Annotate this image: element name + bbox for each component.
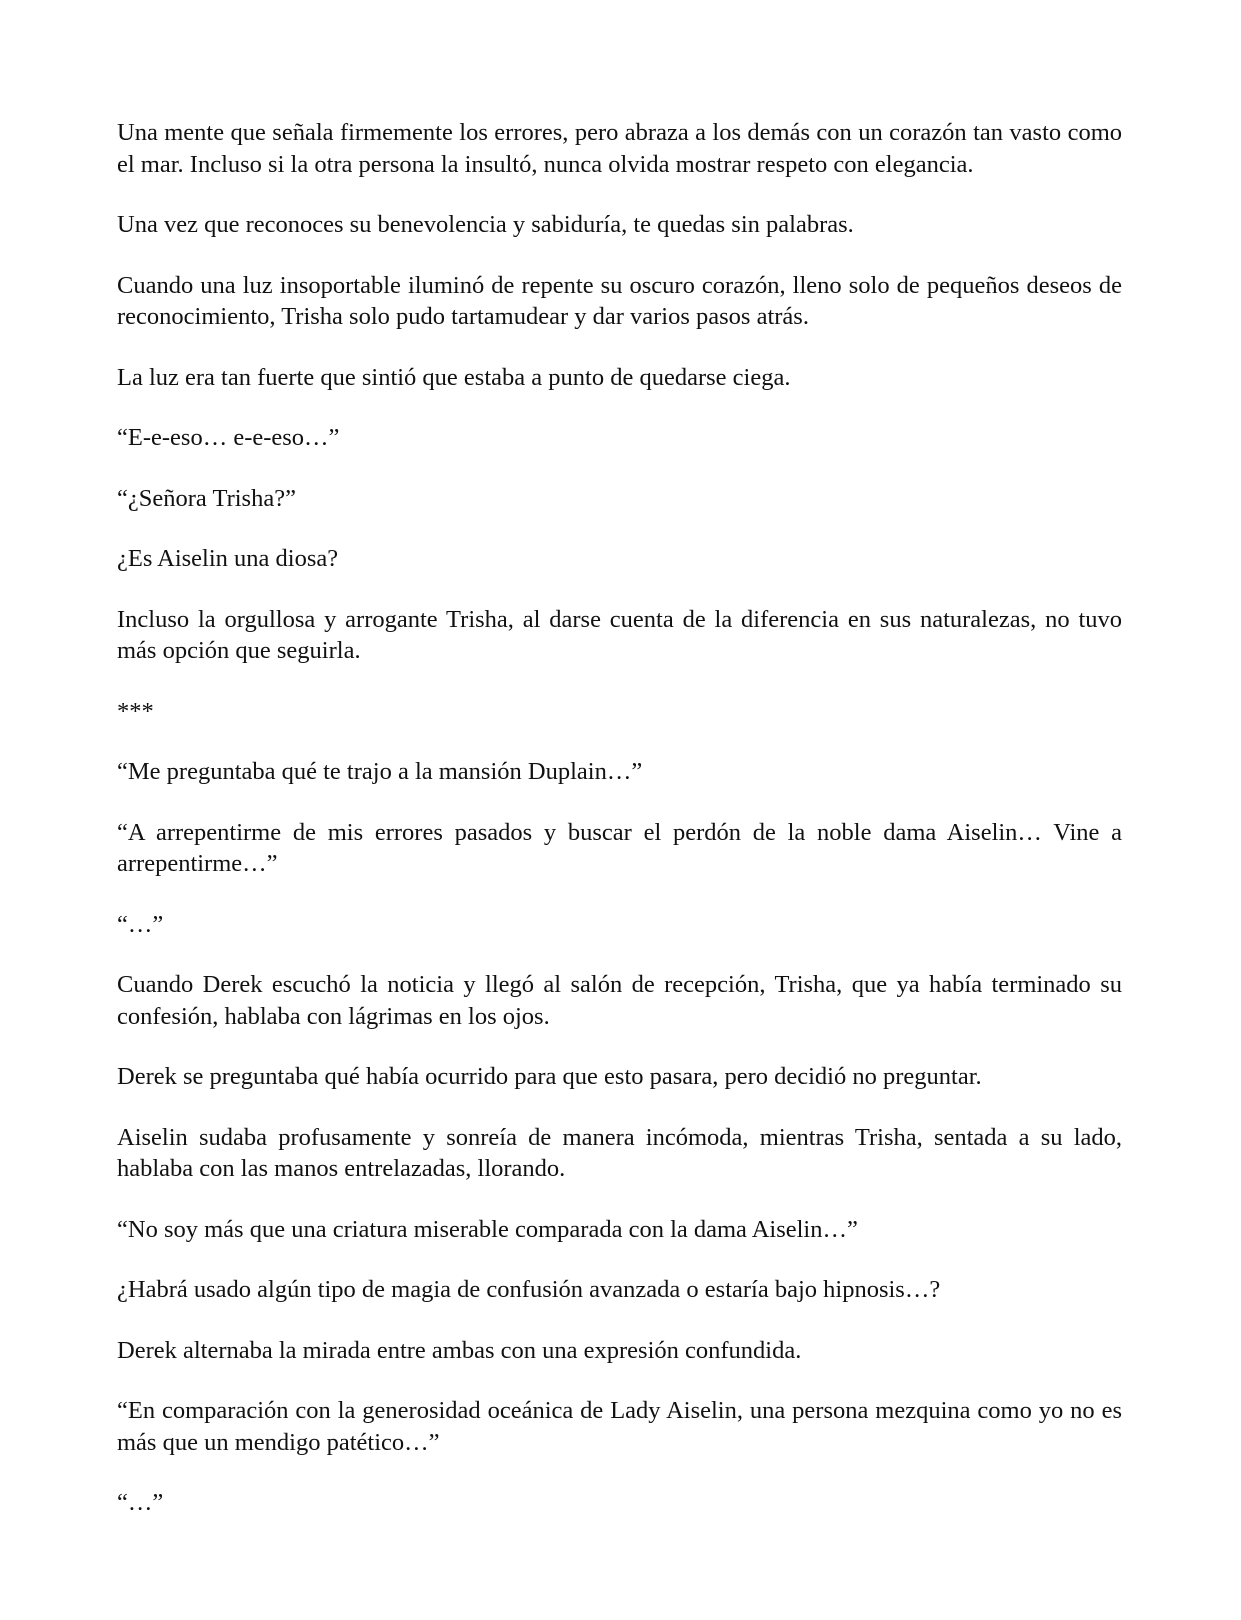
paragraph: Derek se preguntaba qué había ocurrido para que esto pasara, pero decidió no preguntar. <box>117 1063 982 1090</box>
paragraph: Aiselin sudaba profusamente y sonreía de manera incómoda, mientras Trisha, sentada a su lado, hablaba con las manos entrelazadas, llorando. <box>117 1123 1122 1182</box>
dialogue-line: “E-e-eso… e-e-eso…” <box>117 424 340 451</box>
paragraph: Una vez que reconoces su benevolencia y sabiduría, te quedas sin palabras. <box>117 211 854 238</box>
paragraph: Incluso la orgullosa y arrogante Trisha, al darse cuenta de la diferencia en sus naturalezas, no tuvo más opción que seguirla. <box>117 605 1122 664</box>
dialogue-line: “En comparación con la generosidad oceánica de Lady Aiselin, una persona mezquina como yo no es más que un mendigo patético…” <box>117 1397 1122 1456</box>
dialogue-line: “No soy más que una criatura miserable comparada con la dama Aiselin…” <box>117 1215 858 1243</box>
dialogue-line: “…” <box>117 910 164 938</box>
paragraph: Una mente que señala firmemente los errores, pero abraza a los demás con un corazón tan vasto como el mar. Incluso si la otra persona la insultó, nunca olvida mostrar respeto con elegancia. <box>117 119 1122 178</box>
dialogue-line: “…” <box>117 1489 164 1516</box>
dialogue-line: “¿Señora Trisha?” <box>117 484 296 512</box>
dialogue-line: “Me preguntaba qué te trajo a la mansión Duplain…” <box>117 758 643 785</box>
paragraph: Cuando Derek escuchó la noticia y llegó al salón de recepción, Trisha, que ya había terminado su confesión, hablaba con lágrimas en los ojos. <box>117 971 1122 1030</box>
paragraph: Derek alternaba la mirada entre ambas con una expresión confundida. <box>117 1336 802 1364</box>
paragraph: La luz era tan fuerte que sintió que estaba a punto de quedarse ciega. <box>117 363 791 391</box>
section-break: *** <box>117 697 154 725</box>
dialogue-line: “A arrepentirme de mis errores pasados y buscar el perdón de la noble dama Aiselin… Vine a arrepentirme…” <box>117 818 1122 877</box>
paragraph: ¿Es Aiselin una diosa? <box>117 545 339 572</box>
paragraph: Cuando una luz insoportable iluminó de repente su oscuro corazón, lleno solo de pequeños deseos de reconocimiento, Trisha solo pudo tartamudear y dar varios pasos atrás. <box>117 271 1122 330</box>
paragraph: ¿Habrá usado algún tipo de magia de confusión avanzada o estaría bajo hipnosis…? <box>117 1276 941 1303</box>
document-body <box>117 117 1122 1548</box>
